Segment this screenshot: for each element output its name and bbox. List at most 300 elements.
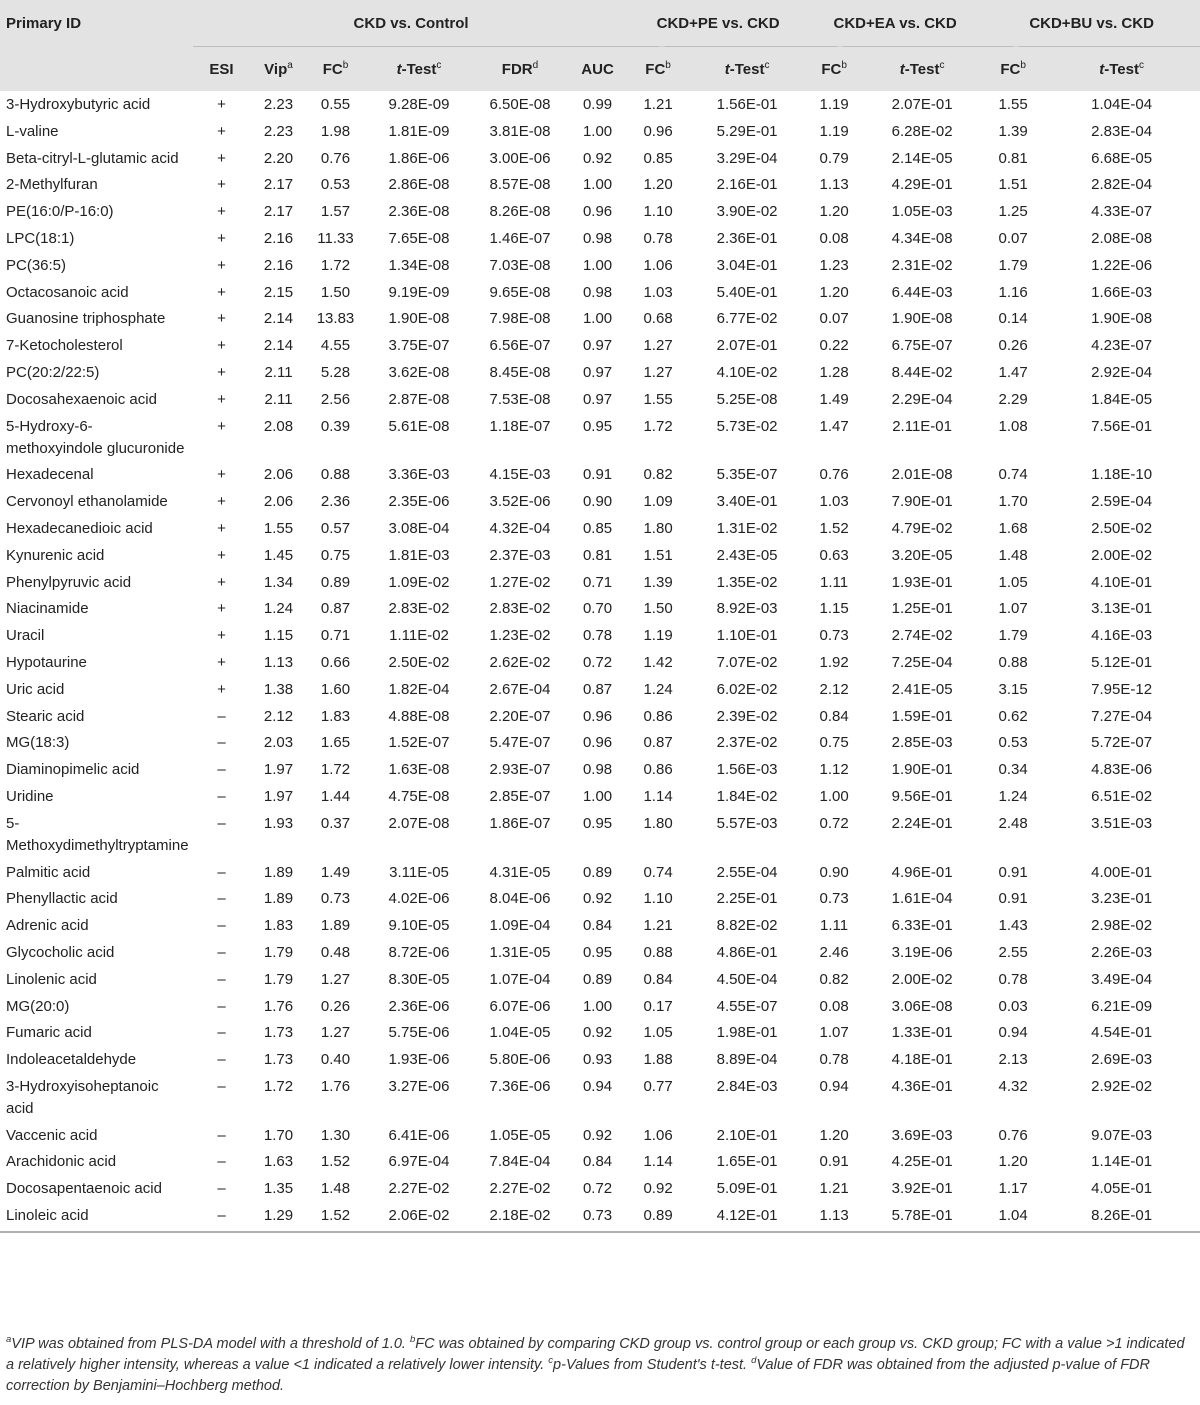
- table-cell: 3.75E-07: [388, 337, 450, 355]
- table-cell: +: [217, 96, 226, 113]
- group-header-ckd-bu: CKD+BU vs. CKD: [983, 0, 1200, 47]
- column-header-row: [0, 47, 1200, 92]
- table-cell: 1.76: [320, 1077, 351, 1095]
- table-cell: 4.75E-08: [388, 787, 450, 805]
- table-cell: 0.57: [320, 519, 351, 537]
- metabolite-name: MG(18:3): [6, 734, 70, 752]
- table-cell: 4.96E-01: [891, 863, 953, 881]
- table-cell: 0.92: [643, 1180, 673, 1198]
- metabolite-name: MG(20:0): [6, 997, 70, 1015]
- table-cell: 0.48: [320, 943, 351, 961]
- table-cell: –: [217, 1180, 226, 1198]
- table-cell: 2.17: [263, 203, 294, 221]
- table-cell: 0.98: [582, 229, 613, 247]
- table-row: [0, 622, 1200, 649]
- table-cell: 7.56E-01: [1091, 417, 1153, 435]
- table-cell: 1.09E-02: [388, 573, 450, 591]
- table-cell: 1.31E-05: [489, 943, 551, 961]
- table-cell: 1.13: [263, 653, 294, 671]
- table-cell: 2.12: [263, 707, 294, 725]
- footnote-text: FC was obtained by comparing CKD group vs. control group or each group vs. CKD group; FC with a value >1 indicated a relatively higher intensity, whereas a value <1 indicated a relatively lower intensity.: [6, 1336, 1185, 1373]
- table-cell: 3.27E-06: [388, 1077, 450, 1095]
- table-cell: 9.10E-05: [388, 917, 450, 935]
- table-cell: 1.10E-01: [716, 627, 778, 645]
- table-row: [0, 703, 1200, 730]
- table-cell: 2.29E-04: [891, 390, 953, 408]
- table-cell: 1.52: [819, 519, 849, 537]
- table-cell: +: [217, 122, 226, 140]
- table-cell: 1.25: [998, 203, 1028, 221]
- table-cell: +: [217, 176, 226, 194]
- table-cell: 2.36: [320, 493, 351, 511]
- table-cell: 1.06: [643, 1126, 673, 1144]
- table-cell: 1.49: [819, 390, 849, 408]
- table-cell: 0.81: [582, 546, 613, 564]
- table-cell: 2.07E-01: [716, 337, 778, 355]
- metabolite-name: Guanosine triphosphate: [6, 310, 166, 328]
- table-cell: 4.15E-03: [489, 466, 551, 484]
- table-cell: 8.89E-04: [716, 1051, 778, 1069]
- table-cell: 0.88: [998, 653, 1028, 671]
- table-cell: 4.32E-04: [489, 519, 551, 537]
- table-cell: 1.27: [320, 970, 351, 988]
- table-cell: 3.81E-08: [489, 122, 551, 140]
- table-cell: 1.07E-04: [489, 970, 551, 988]
- table-cell: 2.87E-08: [388, 390, 450, 408]
- table-cell: 6.44E-03: [891, 283, 953, 301]
- footnote-marker: a: [6, 1334, 12, 1346]
- table-cell: 1.97: [263, 761, 294, 779]
- table-cell: 2.14: [263, 337, 294, 355]
- table-cell: 1.73: [263, 1024, 294, 1042]
- table-cell: +: [217, 256, 226, 274]
- table-cell: 1.79: [263, 970, 294, 988]
- table-cell: 5.57E-03: [716, 814, 778, 832]
- table-cell: 2.74E-02: [891, 627, 953, 645]
- table-cell: 1.90E-08: [1091, 310, 1153, 328]
- metabolite-name: Phenyllactic acid: [6, 890, 118, 908]
- table-cell: 1.83: [263, 917, 294, 935]
- table-cell: 2.00E-02: [891, 970, 953, 988]
- table-cell: 3.06E-08: [891, 997, 953, 1015]
- group-underline: [193, 46, 659, 47]
- table-cell: 0.89: [320, 573, 351, 591]
- table-cell: 1.24: [263, 600, 294, 618]
- table-cell: 4.79E-02: [891, 519, 953, 537]
- table-cell: 1.47: [998, 363, 1028, 381]
- table-row: [0, 198, 1200, 225]
- table-cell: 5.28: [320, 363, 351, 381]
- table-cell: 0.71: [320, 627, 351, 645]
- table-cell: 1.84E-02: [716, 787, 778, 805]
- table-cell: 3.11E-05: [389, 863, 449, 881]
- table-cell: 5.12E-01: [1091, 653, 1153, 671]
- table-cell: 1.10: [643, 203, 673, 221]
- table-cell: +: [217, 519, 226, 537]
- table-cell: 0.26: [998, 337, 1028, 355]
- table-cell: 4.16E-03: [1091, 627, 1153, 645]
- table-cell: 1.83: [320, 707, 351, 725]
- footnote-marker: b: [409, 1334, 416, 1346]
- table-cell: 2.93E-07: [489, 761, 551, 779]
- table-cell: 0.72: [582, 1180, 613, 1198]
- table-row: [0, 1202, 1200, 1232]
- table-cell: 0.34: [998, 761, 1028, 779]
- table-cell: 2.86E-08: [388, 176, 450, 194]
- table-cell: 0.73: [320, 890, 351, 908]
- metabolite-name: Niacinamide: [6, 600, 89, 618]
- table-cell: 6.21E-09: [1091, 997, 1153, 1015]
- table-cell: 1.18E-10: [1091, 466, 1153, 484]
- table-cell: 6.51E-02: [1091, 787, 1153, 805]
- table-cell: 0.26: [320, 997, 351, 1015]
- metabolite-name: Docosapentaenoic acid: [6, 1180, 162, 1198]
- table-cell: 4.12E-01: [687, 1202, 807, 1232]
- table-cell: 2.27E-02: [388, 1180, 450, 1198]
- table-cell: 7.95E-12: [1091, 680, 1153, 698]
- table-cell: 1.57: [320, 203, 351, 221]
- table-cell: 1.93: [263, 814, 294, 832]
- footnote-text: p-Values from Student's t-test.: [553, 1357, 752, 1373]
- table-cell: 0.76: [819, 466, 849, 484]
- table-cell: 3.36E-03: [388, 466, 450, 484]
- table-cell: 0.79: [819, 149, 849, 167]
- table-row: [0, 966, 1200, 993]
- table-cell: 1.13: [807, 1202, 861, 1232]
- table-cell: 0.07: [998, 229, 1028, 247]
- table-row: [0, 1175, 1200, 1202]
- table-cell: 5.40E-01: [716, 283, 778, 301]
- table-cell: 0.97: [582, 337, 613, 355]
- table-cell: 1.90E-01: [891, 761, 953, 779]
- table-cell: 1.11: [820, 573, 849, 591]
- table-cell: 0.96: [582, 203, 613, 221]
- table-cell: 2.36E-08: [388, 203, 450, 221]
- table-cell: 2.10E-01: [716, 1126, 778, 1144]
- table-cell: 0.78: [582, 627, 613, 645]
- table-cell: –: [217, 1126, 226, 1144]
- table-cell: 1.81E-03: [388, 546, 450, 564]
- table-cell: 2.18E-02: [474, 1202, 566, 1232]
- column-header: $FC^b$: [629, 47, 687, 92]
- table-cell: 4.05E-01: [1091, 1180, 1153, 1198]
- table-cell: 8.57E-08: [489, 176, 551, 194]
- metabolite-name: PC(20:2/22:5): [6, 363, 100, 381]
- table-row: [0, 595, 1200, 622]
- table-row: [0, 1046, 1200, 1073]
- table-cell: 0.84: [582, 1153, 613, 1171]
- table-cell: 1.97: [263, 787, 294, 805]
- group-header-ckd-ea: CKD+EA vs. CKD: [807, 0, 983, 47]
- table-cell: 6.68E-05: [1091, 149, 1153, 167]
- table-cell: 2.06: [263, 493, 294, 511]
- table-cell: 0.94: [998, 1024, 1028, 1042]
- table-cell: 1.11E-02: [389, 627, 449, 645]
- table-cell: 4.50E-04: [716, 970, 778, 988]
- metabolite-name: 5-Methoxydimethyltryptamine: [6, 814, 189, 854]
- table-cell: –: [217, 970, 226, 988]
- table-cell: 9.56E-01: [891, 787, 953, 805]
- table-row: [0, 676, 1200, 703]
- table-cell: 2.25E-01: [716, 890, 778, 908]
- table-cell: 1.21: [819, 1180, 849, 1198]
- table-cell: 9.65E-08: [489, 283, 551, 301]
- table-cell: +: [217, 203, 226, 221]
- table-cell: 2.46: [819, 943, 849, 961]
- table-cell: +: [217, 466, 226, 484]
- table-cell: 0.99: [582, 96, 613, 113]
- table-cell: 1.05E-05: [489, 1126, 551, 1144]
- table-cell: 4.86E-01: [716, 943, 778, 961]
- table-cell: 0.07: [819, 310, 849, 328]
- table-cell: 6.50E-08: [489, 96, 551, 113]
- table-cell: 1.86E-07: [489, 814, 551, 832]
- table-cell: 1.65: [320, 734, 351, 752]
- table-cell: 1.56E-03: [716, 761, 778, 779]
- table-cell: 2.92E-02: [1091, 1077, 1153, 1095]
- metabolite-name: Arachidonic acid: [6, 1153, 117, 1171]
- table-cell: 0.73: [566, 1202, 629, 1232]
- metabolite-name: Adrenic acid: [6, 917, 89, 935]
- table-cell: 0.90: [819, 863, 849, 881]
- table-cell: 1.86E-06: [388, 149, 450, 167]
- table-cell: 3.20E-05: [891, 546, 953, 564]
- table-cell: 1.27: [643, 363, 673, 381]
- table-cell: 0.72: [819, 814, 849, 832]
- metabolite-name: Hypotaurine: [6, 653, 87, 671]
- table-cell: 2.85E-03: [891, 734, 953, 752]
- table-cell: 4.23E-07: [1091, 337, 1153, 355]
- table-row: [0, 939, 1200, 966]
- metabolite-name: Beta-citryl-L-glutamic acid: [6, 149, 179, 167]
- table-cell: 1.20: [819, 283, 849, 301]
- table-cell: 1.90E-08: [891, 310, 953, 328]
- metabolite-name: Palmitic acid: [6, 863, 91, 881]
- table-cell: 1.05: [643, 1024, 673, 1042]
- metabolite-name: 5-Hydroxy-6-methoxyindole glucuronide: [6, 417, 185, 457]
- table-cell: 1.55: [643, 390, 673, 408]
- footnote-text: VIP was obtained from PLS-DA model with a threshold of 1.0.: [11, 1336, 410, 1352]
- metabolite-name: Vaccenic acid: [6, 1126, 98, 1144]
- table-cell: 1.05: [998, 573, 1028, 591]
- table-cell: 0.98: [582, 761, 613, 779]
- table-cell: 0.74: [998, 466, 1028, 484]
- table-cell: 2.14: [263, 310, 294, 328]
- table-cell: 4.10E-01: [1091, 573, 1153, 591]
- table-cell: 0.70: [582, 600, 613, 618]
- column-header: FDR$^d$: [474, 47, 566, 92]
- table-cell: 1.72: [320, 256, 351, 274]
- table-cell: –: [217, 1024, 226, 1042]
- table-cell: 2.23: [263, 96, 294, 113]
- table-cell: 2.15: [263, 283, 294, 301]
- table-cell: 1.10: [643, 890, 673, 908]
- table-cell: 2.82E-04: [1091, 176, 1153, 194]
- table-cell: 4.10E-02: [716, 363, 778, 381]
- table-cell: 1.04: [983, 1202, 1043, 1232]
- table-cell: 9.07E-03: [1091, 1126, 1153, 1144]
- table-cell: 1.52: [320, 1153, 351, 1171]
- table-cell: 2.17: [263, 176, 294, 194]
- table-cell: 0.68: [643, 310, 673, 328]
- table-cell: 5.25E-08: [716, 390, 778, 408]
- table-cell: 2.23: [263, 122, 294, 140]
- table-cell: 0.92: [582, 1024, 613, 1042]
- table-cell: +: [217, 493, 226, 511]
- table-row: [0, 810, 1200, 859]
- table-row: [0, 171, 1200, 198]
- table-cell: 0.85: [643, 149, 673, 167]
- table-cell: 1.48: [320, 1180, 351, 1198]
- table-cell: 4.55E-07: [716, 997, 778, 1015]
- table-cell: 6.07E-06: [489, 997, 551, 1015]
- table-cell: –: [217, 814, 226, 832]
- table-cell: 0.91: [998, 863, 1028, 881]
- table-cell: 2.35E-06: [388, 493, 450, 511]
- table-cell: 1.27: [643, 337, 673, 355]
- table-cell: 1.34: [263, 573, 294, 591]
- table-cell: 1.20: [643, 176, 673, 194]
- table-cell: 6.41E-06: [388, 1126, 450, 1144]
- table-cell: 2.55E-04: [716, 863, 778, 881]
- table-cell: 1.80: [643, 814, 673, 832]
- metabolite-name: 3-Hydroxyisoheptanoic acid: [6, 1077, 159, 1117]
- table-cell: +: [217, 653, 226, 671]
- table-cell: 1.00: [582, 176, 613, 194]
- table-cell: 4.29E-01: [891, 176, 953, 194]
- table-row: [0, 91, 1200, 118]
- table-row: [0, 569, 1200, 596]
- table-row: [0, 359, 1200, 386]
- table-cell: 1.55: [263, 519, 294, 537]
- table-row: [0, 252, 1200, 279]
- table-cell: 3.40E-01: [716, 493, 778, 511]
- table-cell: 1.72: [643, 417, 673, 435]
- table-cell: 8.30E-05: [388, 970, 450, 988]
- table-cell: –: [193, 1202, 250, 1232]
- table-cell: 2.11E-01: [892, 417, 952, 435]
- table-cell: 2.00E-02: [1091, 546, 1153, 564]
- table-cell: 0.72: [582, 653, 613, 671]
- table-cell: 1.17: [998, 1180, 1028, 1198]
- table-row: [0, 386, 1200, 413]
- table-cell: +: [217, 546, 226, 564]
- table-cell: 1.44: [320, 787, 351, 805]
- table-cell: 0.71: [582, 573, 613, 591]
- table-cell: 1.98: [320, 122, 351, 140]
- table-cell: 1.59E-01: [891, 707, 953, 725]
- table-cell: 0.87: [643, 734, 673, 752]
- table-cell: 1.23E-02: [489, 627, 551, 645]
- table-cell: 5.47E-07: [489, 734, 551, 752]
- table-cell: 1.47: [819, 417, 849, 435]
- table-cell: 1.11: [820, 917, 849, 935]
- table-cell: 3.92E-01: [891, 1180, 953, 1198]
- table-cell: 0.85: [582, 519, 613, 537]
- table-cell: 1.60: [320, 680, 351, 698]
- table-cell: 2.01E-08: [891, 466, 953, 484]
- table-cell: 6.02E-02: [716, 680, 778, 698]
- table-cell: 2.41E-05: [891, 680, 953, 698]
- table-cell: 0.86: [643, 707, 673, 725]
- table-cell: 9.19E-09: [388, 283, 450, 301]
- metabolite-name: 7-Ketocholesterol: [6, 337, 123, 355]
- table-cell: 1.68: [998, 519, 1028, 537]
- table-cell: 1.50: [643, 600, 673, 618]
- table-cell: 3.23E-01: [1091, 890, 1153, 908]
- table-row: [0, 729, 1200, 756]
- metabolite-name: PC(36:5): [6, 256, 67, 274]
- table-cell: +: [217, 363, 226, 381]
- table-cell: 0.97: [582, 390, 613, 408]
- table-cell: 5.73E-02: [716, 417, 778, 435]
- table-cell: 1.12: [819, 761, 849, 779]
- table-cell: 2.56: [320, 390, 351, 408]
- table-cell: 0.95: [582, 943, 613, 961]
- table-cell: 2.07E-08: [388, 814, 450, 832]
- table-cell: 1.61E-04: [891, 890, 953, 908]
- table-cell: 1.20: [819, 1126, 849, 1144]
- group-header-ckd-vs-control: CKD vs. Control: [193, 0, 629, 47]
- table-cell: 7.25E-04: [891, 653, 953, 671]
- table-cell: 1.00: [582, 787, 613, 805]
- table-cell: 0.62: [998, 707, 1028, 725]
- table-cell: 1.51: [998, 176, 1028, 194]
- table-cell: 1.93E-06: [388, 1051, 450, 1069]
- table-cell: 7.53E-08: [489, 390, 551, 408]
- table-cell: 1.27: [320, 1024, 351, 1042]
- table-cell: 8.26E-01: [1043, 1202, 1200, 1232]
- metabolite-name: Uridine: [6, 787, 54, 805]
- table-cell: 0.03: [998, 997, 1028, 1015]
- table-cell: 8.04E-06: [489, 890, 551, 908]
- table-cell: 0.89: [629, 1202, 687, 1232]
- table-cell: –: [217, 1077, 226, 1095]
- table-cell: 1.14: [643, 1153, 673, 1171]
- group-header-row: [0, 0, 1200, 47]
- table-row: [0, 515, 1200, 542]
- table-cell: 0.87: [320, 600, 351, 618]
- table-cell: 1.35: [263, 1180, 294, 1198]
- table-cell: 4.55: [320, 337, 351, 355]
- table-cell: 1.21: [643, 917, 673, 935]
- table-cell: 1.15: [819, 600, 849, 618]
- group-underline: [665, 46, 837, 47]
- table-cell: 2.36E-06: [388, 997, 450, 1015]
- table-cell: 0.96: [643, 122, 673, 140]
- table-cell: 1.19: [819, 96, 849, 113]
- table-cell: 1.03: [643, 283, 673, 301]
- table-cell: 1.09: [643, 493, 673, 511]
- table-row: [0, 912, 1200, 939]
- table-cell: 1.16: [998, 283, 1028, 301]
- table-cell: 1.63E-08: [388, 761, 450, 779]
- table-cell: 0.96: [582, 707, 613, 725]
- table-cell: 1.13: [819, 176, 849, 194]
- table-cell: 0.82: [643, 466, 673, 484]
- table-cell: 2.92E-04: [1091, 363, 1153, 381]
- table-cell: 1.88: [643, 1051, 673, 1069]
- table-cell: +: [217, 283, 226, 301]
- table-cell: 4.31E-05: [489, 863, 551, 881]
- table-cell: 2.36E-01: [716, 229, 778, 247]
- table-cell: 1.25E-01: [891, 600, 953, 618]
- table-row: [0, 993, 1200, 1020]
- table-cell: 6.75E-07: [891, 337, 953, 355]
- table-cell: +: [217, 149, 226, 167]
- table-cell: 0.90: [582, 493, 613, 511]
- table-cell: 0.98: [582, 283, 613, 301]
